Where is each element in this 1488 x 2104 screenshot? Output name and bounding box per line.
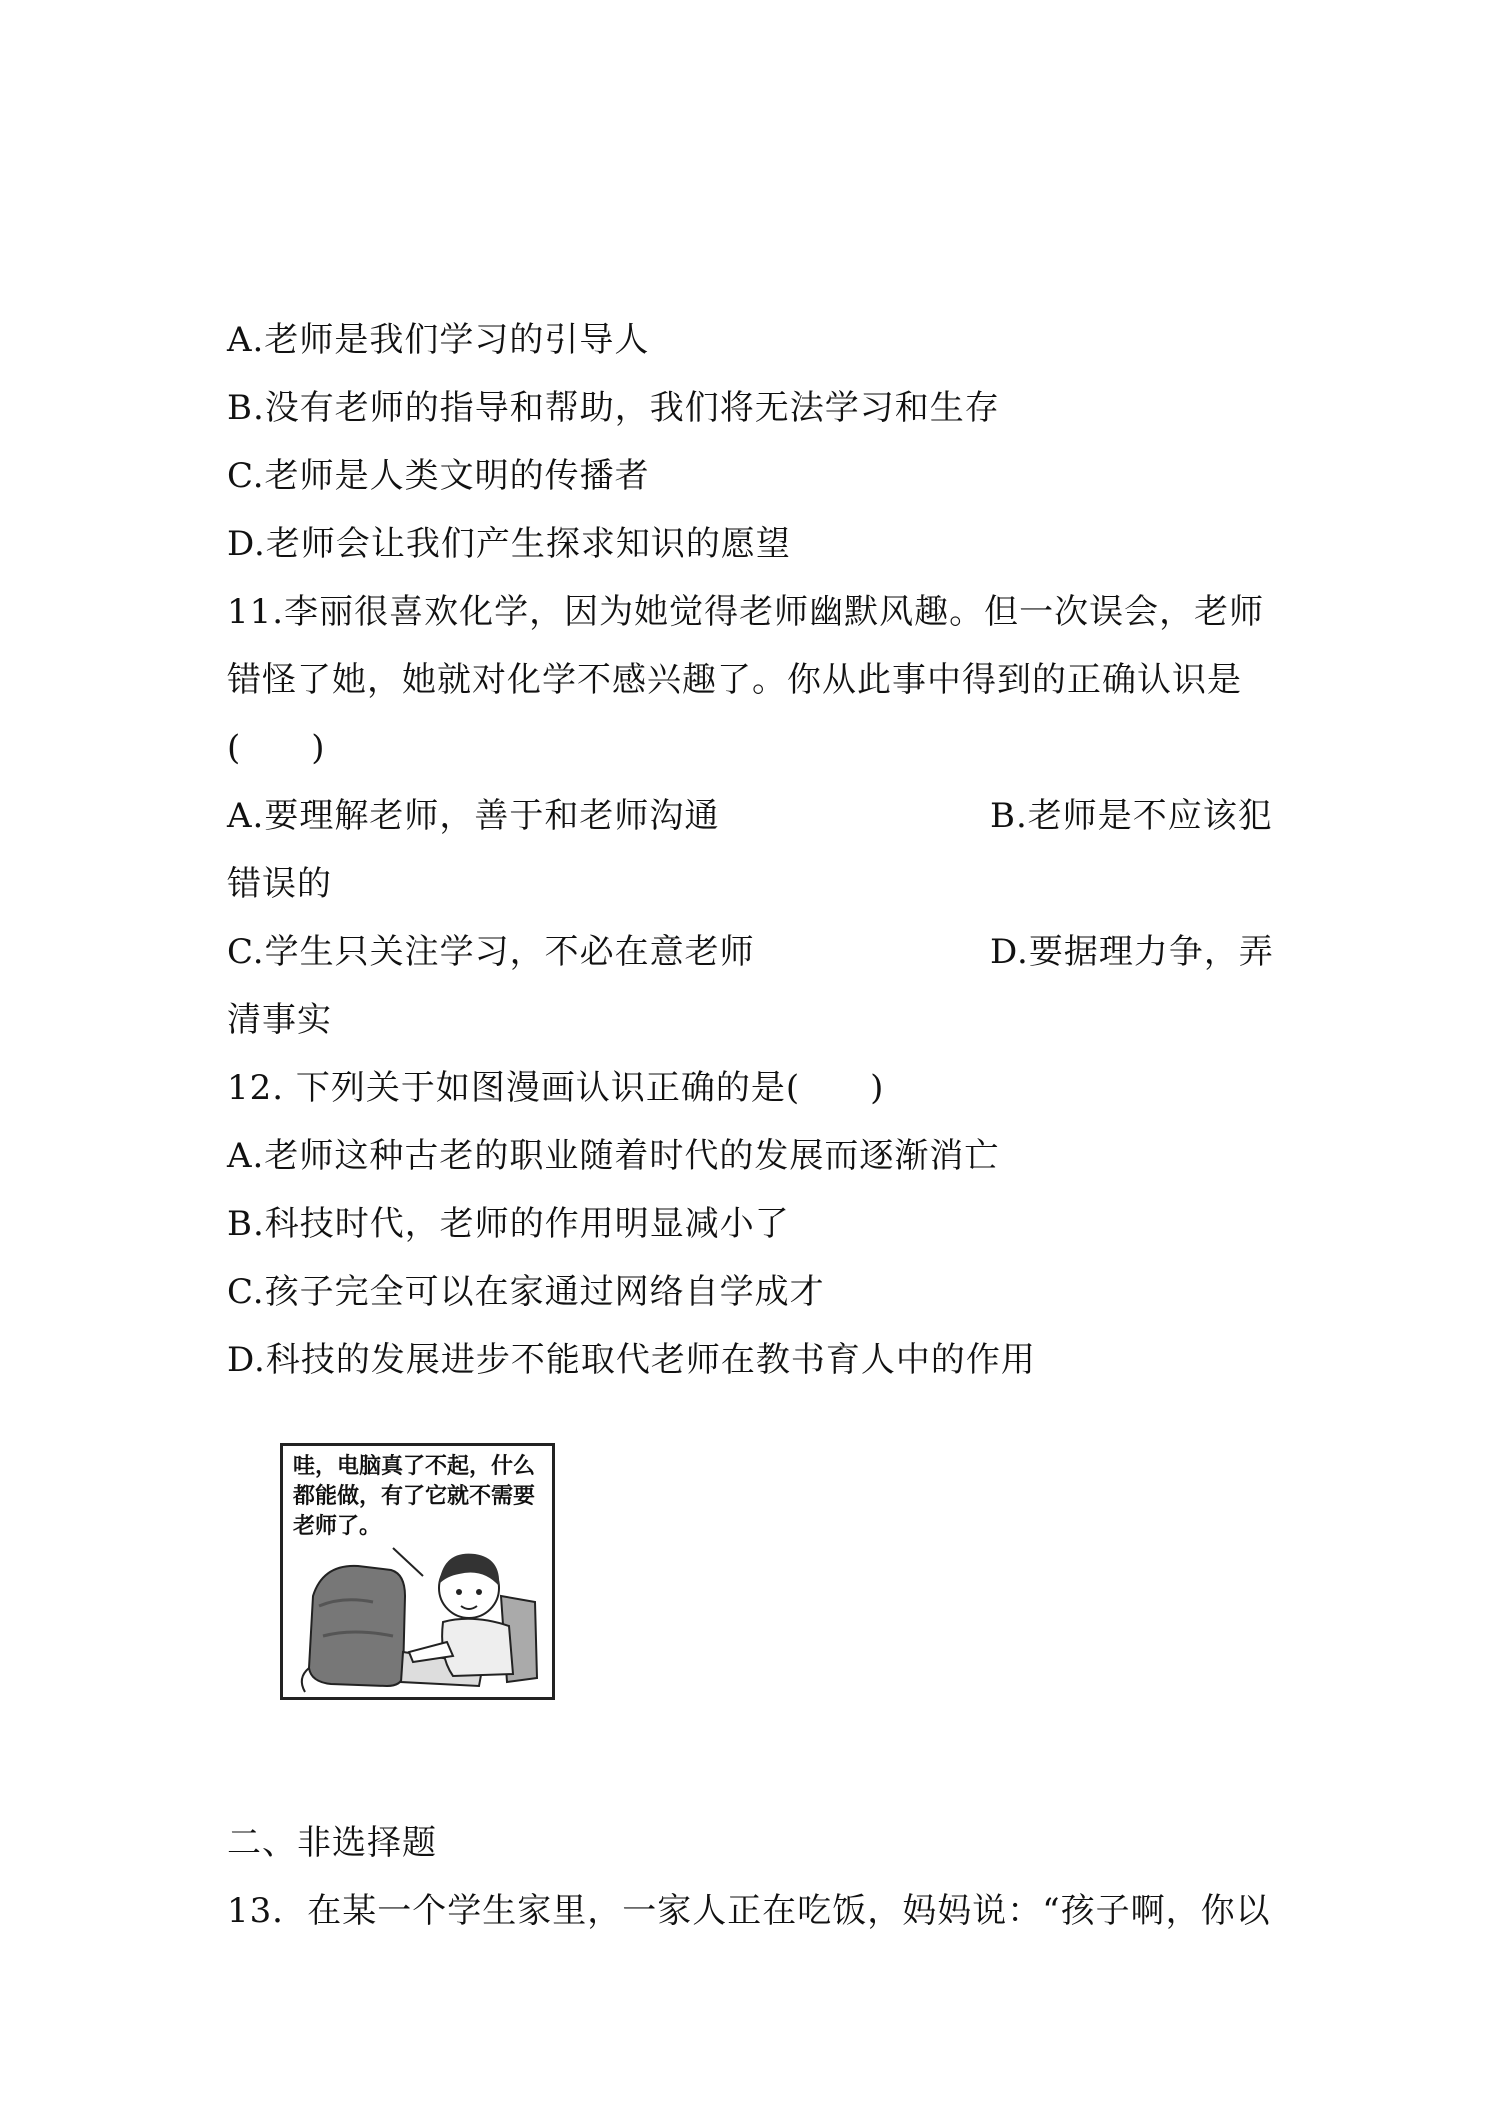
speech-line: 哇，电脑真了不起，什么 <box>293 1454 536 1479</box>
q10-option-c: C.老师是人类文明的传播者 <box>227 456 650 496</box>
q12-stem: 12. 下列关于如图漫画认识正确的是( ) <box>227 1068 885 1108</box>
q10-option-a: A.老师是我们学习的引导人 <box>227 320 650 360</box>
q11-option-d: D.要据理力争，弄 <box>990 932 1274 972</box>
q11-option-a: A.要理解老师，善于和老师沟通 <box>227 796 720 836</box>
q11-option-b-continued: 错误的 <box>227 864 332 904</box>
q11-answer-blank: ( ) <box>227 728 326 768</box>
q11-option-c: C.学生只关注学习，不必在意老师 <box>227 932 755 972</box>
q12-option-a: A.老师这种古老的职业随着时代的发展而逐渐消亡 <box>227 1136 1000 1176</box>
comic-speech-bubble <box>293 1452 535 1542</box>
q11-stem-line1: 11.李丽很喜欢化学，因为她觉得老师幽默风趣。但一次误会，老师 <box>227 592 1265 632</box>
q10-option-b: B.没有老师的指导和帮助，我们将无法学习和生存 <box>227 388 1000 428</box>
section-heading: 二、非选择题 <box>227 1823 437 1863</box>
q13-stem-line1: 13．在某一个学生家里，一家人正在吃饭，妈妈说：“孩子啊，你以 <box>227 1891 1271 1931</box>
comic-illustration <box>280 1443 555 1700</box>
q12-option-c: C.孩子完全可以在家通过网络自学成才 <box>227 1272 825 1312</box>
speech-line: 都能做，有了它就不需要 <box>293 1484 536 1509</box>
q11-stem-line2: 错怪了她，她就对化学不感兴趣了。你从此事中得到的正确认识是 <box>227 660 1242 700</box>
q10-option-d: D.老师会让我们产生探求知识的愿望 <box>227 524 791 564</box>
q12-option-b: B.科技时代，老师的作用明显减小了 <box>227 1204 790 1244</box>
q11-option-b: B.老师是不应该犯 <box>990 796 1273 836</box>
q11-option-d-continued: 清事实 <box>227 1000 332 1040</box>
q12-option-d: D.科技的发展进步不能取代老师在教书育人中的作用 <box>227 1340 1036 1380</box>
speech-line: 老师了。 <box>293 1514 382 1539</box>
